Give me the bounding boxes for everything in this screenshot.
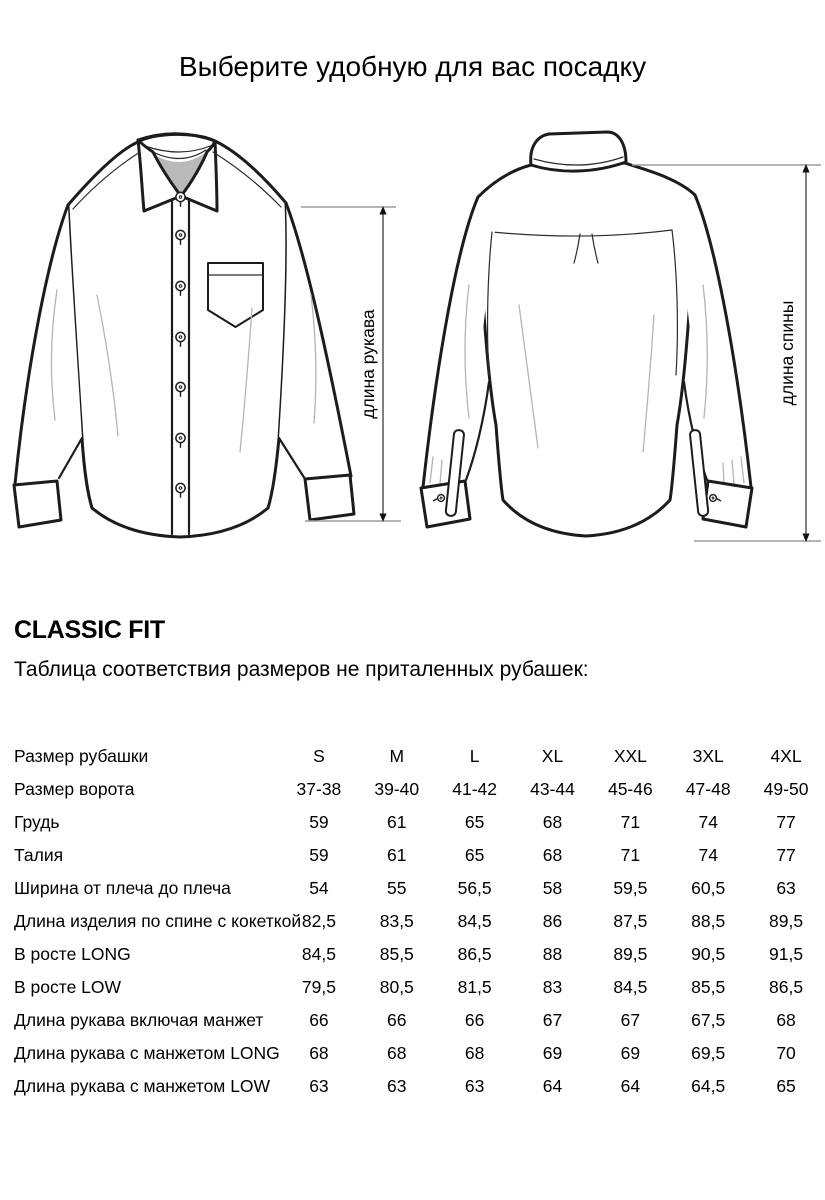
cell-value: 68 bbox=[309, 1043, 329, 1063]
row-label: Талия bbox=[14, 845, 64, 865]
cell-value: 84,5 bbox=[613, 977, 648, 997]
row-label: Размер ворота bbox=[14, 779, 135, 799]
cell-value: 86,5 bbox=[457, 944, 492, 964]
cell-value: 81,5 bbox=[457, 977, 492, 997]
cell-value: 68 bbox=[542, 812, 563, 832]
table-row bbox=[14, 1070, 825, 1103]
cell-value: 65 bbox=[464, 845, 485, 865]
cell-value: 80,5 bbox=[379, 977, 414, 997]
cell-value: 60,5 bbox=[691, 878, 726, 898]
cell-value: 84,5 bbox=[301, 944, 336, 964]
row-label: В росте LONG bbox=[14, 944, 131, 964]
table-row bbox=[14, 740, 825, 773]
cell-value: 65 bbox=[776, 1076, 796, 1096]
row-label: Длина изделия по спине с кокеткой bbox=[14, 911, 302, 931]
table-row bbox=[14, 971, 825, 1004]
cell-value: 64,5 bbox=[691, 1076, 726, 1096]
cell-value: 69 bbox=[620, 1043, 641, 1063]
cell-value: 91,5 bbox=[769, 944, 804, 964]
cell-value: 88 bbox=[542, 944, 563, 964]
size-table bbox=[14, 740, 825, 1103]
back-length-label: длина спины bbox=[777, 300, 797, 406]
cell-value: 68 bbox=[387, 1043, 407, 1063]
cell-value: 43-44 bbox=[530, 779, 575, 799]
cell-value: 67 bbox=[620, 1010, 641, 1030]
cell-value: 55 bbox=[387, 878, 407, 898]
cell-value: 61 bbox=[387, 812, 407, 832]
cell-value: 47-48 bbox=[685, 779, 731, 799]
left-cuff bbox=[421, 481, 470, 527]
fit-heading: CLASSIC FIT bbox=[14, 616, 165, 644]
cell-value: 66 bbox=[464, 1010, 485, 1030]
cell-value: 67,5 bbox=[691, 1010, 726, 1030]
cell-value: 83,5 bbox=[379, 911, 414, 931]
table-row bbox=[14, 938, 825, 971]
cell-value: 79,5 bbox=[301, 977, 336, 997]
table-row bbox=[14, 773, 825, 806]
row-label: Грудь bbox=[14, 812, 60, 832]
cell-value: 86 bbox=[542, 911, 563, 931]
cell-value: XXL bbox=[613, 746, 647, 766]
cell-value: 37-38 bbox=[296, 779, 342, 799]
table-row bbox=[14, 905, 825, 938]
right-cuff bbox=[703, 481, 752, 527]
table-row bbox=[14, 1004, 825, 1037]
cell-value: 87,5 bbox=[613, 911, 648, 931]
cell-value: 69 bbox=[542, 1043, 563, 1063]
cell-value: 4XL bbox=[770, 746, 802, 766]
cell-value: 49-50 bbox=[763, 779, 809, 799]
sleeve-length-label: длина рукава bbox=[358, 309, 378, 419]
cell-value: 77 bbox=[776, 845, 796, 865]
cell-value: 63 bbox=[776, 878, 796, 898]
cell-value: 68 bbox=[542, 845, 563, 865]
back-collar bbox=[531, 132, 626, 171]
cell-value: 63 bbox=[387, 1076, 407, 1096]
cell-value: 58 bbox=[542, 878, 563, 898]
cell-value: 64 bbox=[542, 1076, 563, 1096]
cell-value: 74 bbox=[698, 845, 718, 865]
cell-value: 85,5 bbox=[379, 944, 414, 964]
left-cuff bbox=[14, 481, 61, 527]
cell-value: XL bbox=[541, 746, 564, 766]
table-row bbox=[14, 1037, 825, 1070]
cell-value: 59 bbox=[309, 812, 329, 832]
cell-value: 77 bbox=[776, 812, 796, 832]
cell-value: 41-42 bbox=[452, 779, 498, 799]
table-caption: Таблица соответствия размеров не приталенных рубашек: bbox=[14, 658, 589, 681]
table-row bbox=[14, 839, 825, 872]
back-shirt-illustration bbox=[421, 132, 752, 536]
cell-value: 90,5 bbox=[691, 944, 726, 964]
cell-value: 65 bbox=[464, 812, 485, 832]
row-label: В росте LOW bbox=[14, 977, 122, 997]
cell-value: 83 bbox=[542, 977, 563, 997]
cell-value: 61 bbox=[387, 845, 407, 865]
cell-value: L bbox=[469, 746, 480, 766]
table-row bbox=[14, 872, 825, 905]
cell-value: 66 bbox=[309, 1010, 329, 1030]
cell-value: 85,5 bbox=[691, 977, 726, 997]
row-label: Длина рукава с манжетом LOW bbox=[14, 1076, 271, 1096]
cell-value: 39-40 bbox=[374, 779, 420, 799]
page-title: Выберите удобную для вас посадку bbox=[178, 51, 647, 82]
cell-value: 59,5 bbox=[613, 878, 648, 898]
cell-value: 71 bbox=[620, 812, 641, 832]
cell-value: 59 bbox=[309, 845, 329, 865]
cell-value: 64 bbox=[620, 1076, 641, 1096]
cell-value: M bbox=[389, 746, 405, 766]
table-row bbox=[14, 806, 825, 839]
cell-value: 86,5 bbox=[769, 977, 804, 997]
row-label: Длина рукава с манжетом LONG bbox=[14, 1043, 280, 1063]
row-label: Размер рубашки bbox=[14, 746, 149, 766]
cell-value: 63 bbox=[464, 1076, 485, 1096]
cell-value: 70 bbox=[776, 1043, 796, 1063]
cell-value: 74 bbox=[698, 812, 718, 832]
cell-value: 63 bbox=[309, 1076, 329, 1096]
row-label: Ширина от плеча до плеча bbox=[14, 878, 231, 898]
cell-value: 3XL bbox=[692, 746, 724, 766]
right-cuff bbox=[305, 475, 354, 520]
cell-value: 84,5 bbox=[457, 911, 492, 931]
front-shirt-illustration bbox=[14, 134, 354, 537]
shirt-size-diagram bbox=[0, 120, 825, 580]
cell-value: 67 bbox=[542, 1010, 563, 1030]
cell-value: 89,5 bbox=[769, 911, 804, 931]
cell-value: 54 bbox=[309, 878, 329, 898]
cell-value: S bbox=[313, 746, 325, 766]
cell-value: 71 bbox=[620, 845, 641, 865]
row-label: Длина рукава включая манжет bbox=[14, 1010, 264, 1030]
cell-value: 45-46 bbox=[607, 779, 653, 799]
cell-value: 89,5 bbox=[613, 944, 648, 964]
cell-value: 68 bbox=[776, 1010, 796, 1030]
cell-value: 82,5 bbox=[301, 911, 336, 931]
cell-value: 66 bbox=[387, 1010, 407, 1030]
cell-value: 68 bbox=[464, 1043, 485, 1063]
cell-value: 56,5 bbox=[457, 878, 492, 898]
cell-value: 88,5 bbox=[691, 911, 726, 931]
cell-value: 69,5 bbox=[691, 1043, 726, 1063]
